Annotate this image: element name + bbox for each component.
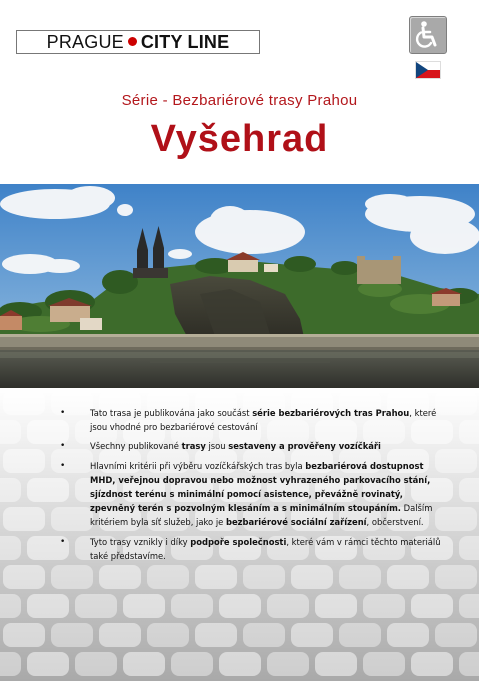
wheelchair-icon <box>409 16 447 54</box>
series-subtitle: Série - Bezbariérové trasy Prahou <box>121 92 358 109</box>
bullet-text-run: Hlavními kritérii při výběru vozíčkářských tras byla <box>90 460 306 471</box>
bullet-text-run: jsou <box>205 441 229 452</box>
bullet-text-run: , které jsou vhodné pro bezbariérové cestování <box>90 408 437 433</box>
bullet-text-run: Všechny publikované <box>90 441 182 452</box>
bullet-text <box>90 439 448 453</box>
czech-flag-icon[interactable] <box>416 62 440 78</box>
bullet-text-run: Tato trasa je publikována jako součást <box>90 408 253 418</box>
bullet-item <box>56 535 448 563</box>
bullet-text <box>90 535 448 563</box>
bullet-bold-text: bezbariérové sociální zařízení <box>225 517 367 528</box>
bullet-text-run: , které vám v rámci těchto materiálů také představíme. <box>90 536 441 561</box>
bullet-dot: • <box>60 460 66 471</box>
bullet-dot: • <box>60 536 66 547</box>
bullet-dot: • <box>60 408 66 418</box>
bullet-bold-text: série bezbariérových tras Prahou <box>252 408 410 418</box>
bullet-bold-text: bezbariérová dostupnost MHD <box>90 460 424 485</box>
logo-dot <box>128 37 137 46</box>
bullet-bold-text: podpoře společnosti <box>190 536 287 547</box>
bullet-text-run: , občerstvení. <box>366 517 424 528</box>
bullet-dot: • <box>60 441 66 452</box>
bullet-bold-text: trasy <box>181 441 206 452</box>
bullet-text <box>90 406 448 434</box>
logo-text-prague: PRAGUE <box>46 32 124 52</box>
bullet-bold-text: sestaveny a prověřeny vozíčkáři <box>228 441 381 452</box>
bullet-bold-text: , veřejnou dopravou nebo možnost vyhrazeného parkovacího stání, sjízdnost terénu s minimální pomocí asistence, převážně rovinatý, zpevněný terén s pozvolným klesáním a s minimálním stoupáním. <box>90 474 431 514</box>
prague-city-line-logo <box>16 30 260 54</box>
bullet-text-run: Tyto trasy vznikly i díky <box>90 536 191 547</box>
bullet-text <box>90 459 448 530</box>
info-bullet-list <box>56 406 448 568</box>
logo-text-city-line: CITY LINE <box>140 32 230 52</box>
vysehrad-photo <box>0 184 479 388</box>
page-title: Vyšehrad <box>150 118 329 160</box>
bullet-item <box>56 439 448 453</box>
bullet-item <box>56 459 448 530</box>
bullet-text-run: Dalším kritériem byla síť služeb, jako je <box>90 503 433 528</box>
bullet-item <box>56 406 448 434</box>
